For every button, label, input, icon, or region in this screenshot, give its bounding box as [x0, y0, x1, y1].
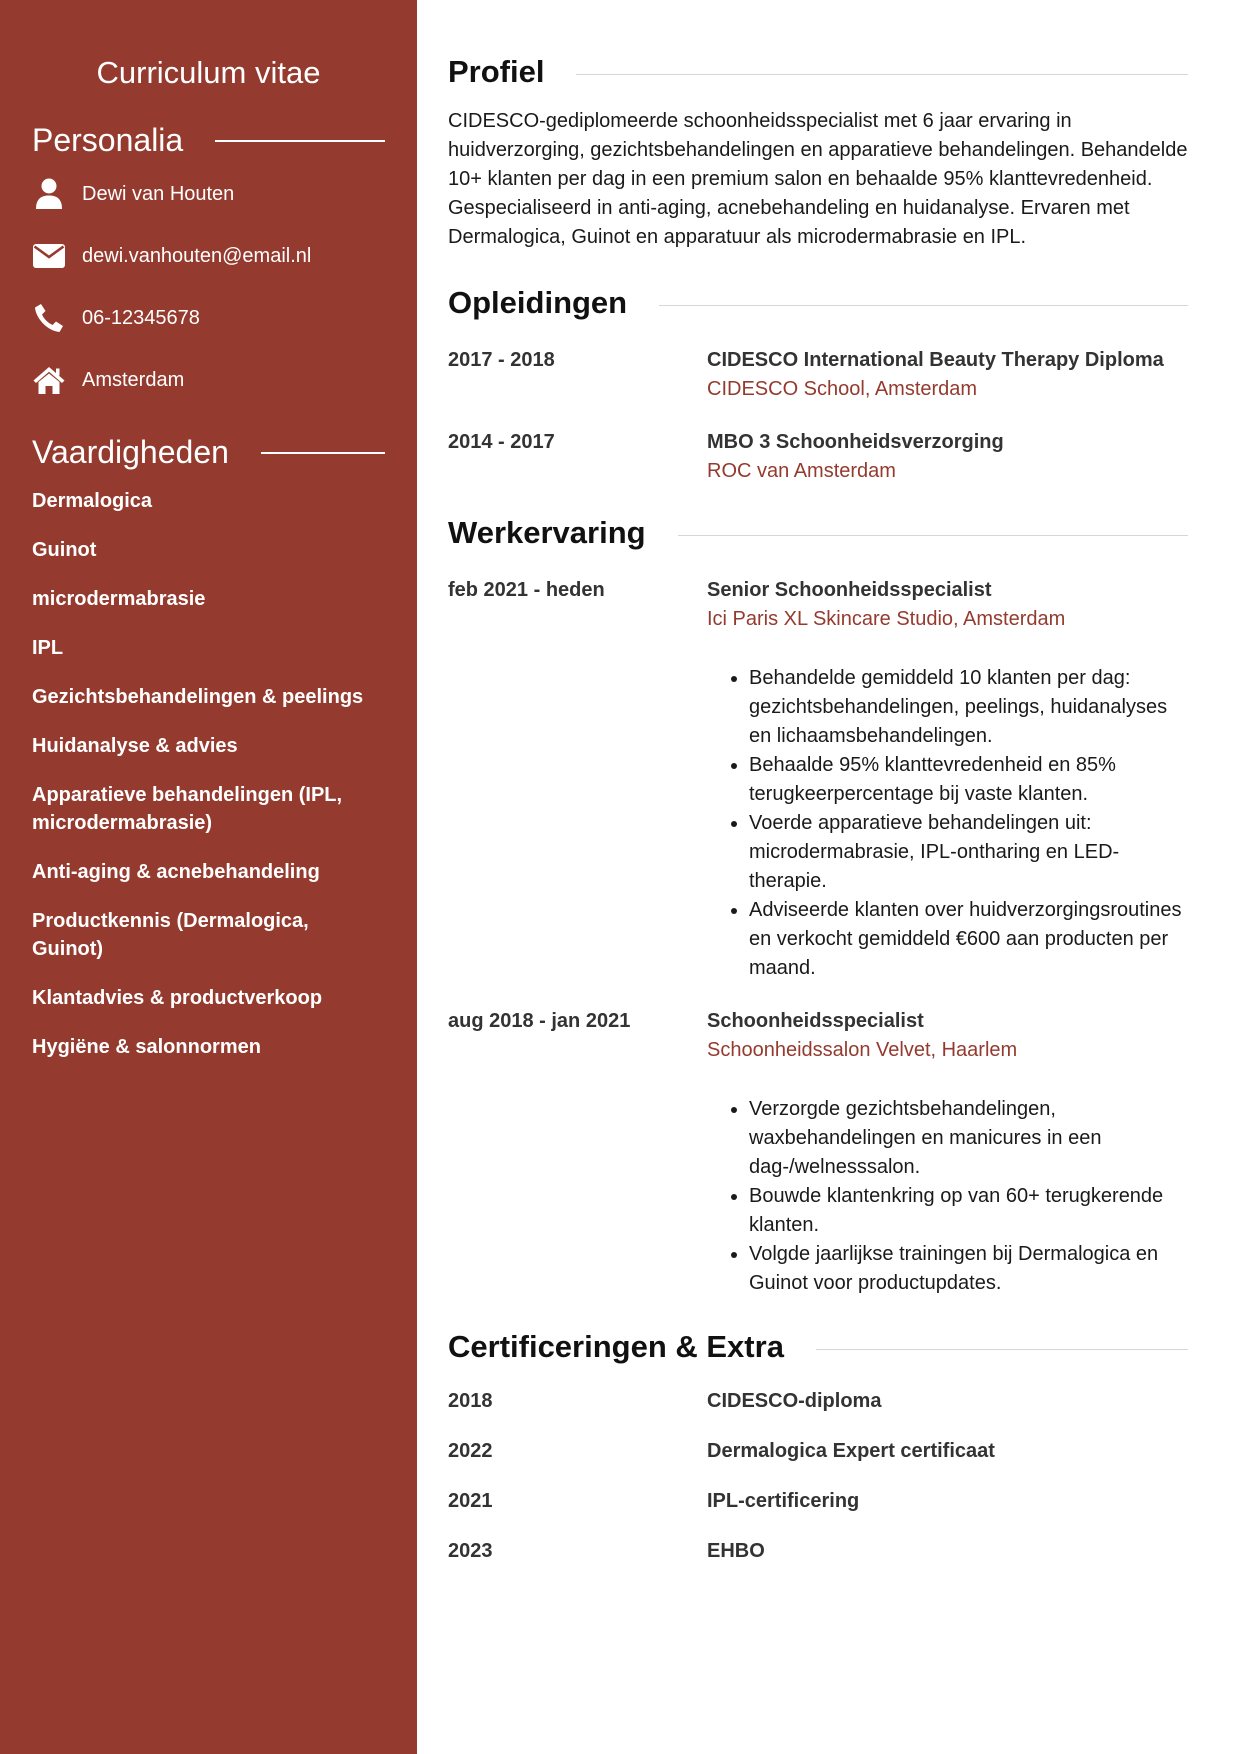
certifications-heading [448, 1328, 1188, 1366]
contact-name-value: Dewi van Houten [82, 182, 235, 205]
certification-year: 2021 [448, 1490, 493, 1512]
skill-item: Gezichtsbehandelingen & peelings [32, 686, 364, 708]
certification-row [448, 1537, 1188, 1566]
experience-bullet: • Bouwde klantenkring op van 60+ terugkerende klanten. [749, 1182, 1188, 1240]
education-heading [448, 284, 1188, 322]
education-school: CIDESCO School, Amsterdam [707, 378, 978, 400]
certifications-list [448, 1387, 1188, 1566]
experience-date: aug 2018 - jan 2021 [448, 1010, 631, 1032]
profile-text: CIDESCO-gediplomeerde schoonheidsspecialist met 6 jaar ervaring in huidverzorging, gezichtsbehandelingen en apparatieve behandelingen. Behandelde 10+ klanten per dag in een premium salon en behaalde 95% klanttevredenheid. Gespecialiseerd in anti-aging, acnebehandeling en huidanalyse. Ervaren met Dermalogica, Guinot en apparatuur als microdermabrasie en IPL. [448, 110, 1188, 248]
profile-divider [576, 74, 1188, 75]
experience-heading-label: Werkervaring [448, 515, 646, 550]
profile-heading-label: Profiel [448, 54, 545, 89]
experience-employer: Schoonheidssalon Velvet, Haarlem [707, 1039, 1018, 1061]
education-title: MBO 3 Schoonheidsverzorging [707, 431, 1004, 453]
experience-entry [448, 576, 1188, 983]
cv-title: Curriculum vitae [96, 55, 321, 90]
main-content [448, 0, 1188, 1566]
education-entry [448, 346, 1188, 404]
experience-bullets [707, 1095, 1188, 1298]
experience-divider [678, 535, 1188, 536]
experience-heading [448, 514, 1188, 552]
certification-year: 2023 [448, 1540, 493, 1562]
skill-item: Hygiëne & salonnormen [32, 1036, 261, 1058]
contact-phone-value[interactable]: 06-12345678 [82, 306, 200, 329]
education-heading-label: Opleidingen [448, 285, 628, 320]
experience-employer: Ici Paris XL Skincare Studio, Amsterdam [707, 608, 1066, 630]
experience-bullet: • Volgde jaarlijkse trainingen bij Dermalogica en Guinot voor productupdates. [749, 1240, 1188, 1298]
skills-list [32, 487, 385, 1061]
experience-bullet: • Verzorgde gezichtsbehandelingen, waxbehandelingen en manicures in een dag-/welnesssalon. [749, 1095, 1188, 1182]
profile-heading [448, 53, 1188, 91]
home-icon [32, 363, 66, 397]
certifications-divider [816, 1349, 1188, 1350]
education-date: 2017 - 2018 [448, 349, 555, 371]
contact-list [32, 177, 385, 397]
certification-name: EHBO [707, 1540, 765, 1562]
contact-location [32, 363, 385, 397]
phone-icon [32, 301, 66, 335]
experience-bullet: • Behaalde 95% klanttevredenheid en 85% terugkeerpercentage bij vaste klanten. [749, 751, 1188, 809]
contact-location-value: Amsterdam [82, 368, 185, 391]
experience-date: feb 2021 - heden [448, 579, 605, 601]
certification-year: 2022 [448, 1440, 493, 1462]
education-date: 2014 - 2017 [448, 431, 555, 453]
certification-row [448, 1387, 1188, 1416]
skill-item: IPL [32, 637, 64, 659]
certification-name: CIDESCO-diploma [707, 1390, 882, 1412]
experience-entry [448, 1007, 1188, 1298]
contact-phone[interactable] [32, 301, 385, 335]
skills-divider [261, 452, 385, 454]
certification-year: 2018 [448, 1390, 493, 1412]
skill-item: microdermabrasie [32, 588, 206, 610]
contact-name [32, 177, 385, 211]
skill-item: Guinot [32, 539, 97, 561]
contact-email-value[interactable]: dewi.vanhouten@email.nl [82, 244, 312, 267]
certifications-heading-label: Certificeringen & Extra [448, 1329, 784, 1364]
personalia-divider [215, 140, 385, 142]
certification-name: Dermalogica Expert certificaat [707, 1440, 995, 1462]
experience-bullet: • Adviseerde klanten over huidverzorgingsroutines en verkocht gemiddeld €600 aan producten per maand. [749, 896, 1188, 983]
skill-item: Huidanalyse & advies [32, 735, 238, 757]
user-icon [32, 177, 66, 211]
experience-bullets [707, 664, 1188, 983]
personalia-heading-label: Personalia [32, 122, 184, 158]
skill-item: Productkennis (Dermalogica, Guinot) [32, 910, 309, 960]
envelope-icon [32, 239, 66, 273]
education-title: CIDESCO International Beauty Therapy Diploma [707, 349, 1164, 371]
education-entry [448, 428, 1188, 486]
skills-heading-label: Vaardigheden [32, 434, 229, 470]
experience-bullet: • Voerde apparatieve behandelingen uit: microdermabrasie, IPL-ontharing en LED-therapie. [749, 809, 1188, 896]
skill-item: Klantadvies & productverkoop [32, 987, 323, 1009]
experience-bullet: • Behandelde gemiddeld 10 klanten per dag: gezichtsbehandelingen, peelings, huidanalyses en lichaamsbehandelingen. [749, 664, 1188, 751]
skill-item: Apparatieve behandelingen (IPL, microdermabrasie) [32, 784, 343, 834]
education-divider [659, 305, 1188, 306]
skill-item: Dermalogica [32, 490, 153, 512]
sidebar [0, 0, 417, 1754]
skills-heading [32, 433, 385, 471]
certification-row [448, 1487, 1188, 1516]
skill-item: Anti-aging & acnebehandeling [32, 861, 320, 883]
certification-name: IPL-certificering [707, 1490, 860, 1512]
contact-email[interactable] [32, 239, 385, 273]
experience-title: Schoonheidsspecialist [707, 1010, 924, 1032]
certification-row [448, 1437, 1188, 1466]
personalia-heading [32, 121, 385, 159]
experience-title: Senior Schoonheidsspecialist [707, 579, 992, 601]
education-school: ROC van Amsterdam [707, 460, 896, 482]
